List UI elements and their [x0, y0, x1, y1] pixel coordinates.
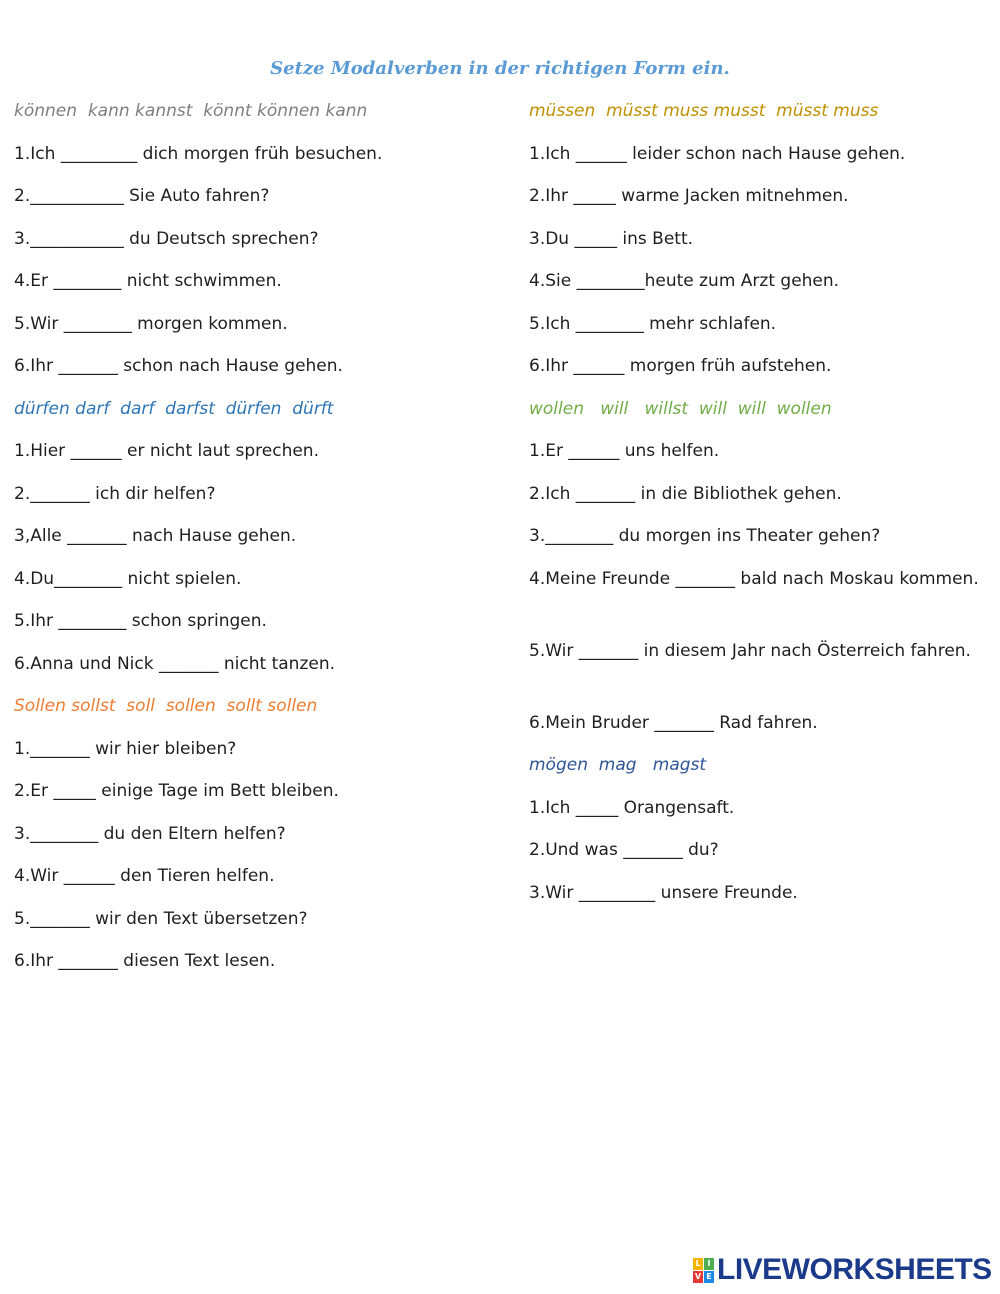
exercise-duerfen-2[interactable]: 2._______ ich dir helfen? [14, 483, 216, 504]
exercise-wollen-2[interactable]: 2.Ich _______ in die Bibliothek gehen. [529, 483, 842, 504]
left-column [14, 96, 504, 989]
word-bank-duerfen: dürfen darf darf darfst dürfen dürft [14, 398, 334, 419]
exercise-koennen-1[interactable]: 1.Ich _________ dich morgen früh besuchen. [14, 143, 383, 164]
exercise-muessen-5[interactable]: 5.Ich ________ mehr schlafen. [529, 313, 777, 334]
word-bank-muessen: müssen müsst muss musst müsst muss [529, 101, 879, 121]
liveworksheets-logo[interactable] [693, 1253, 992, 1287]
logo-tile-i: I [704, 1258, 714, 1270]
word-bank-koennen: können kann kannst könnt können kann [14, 101, 368, 121]
exercise-muessen-1[interactable]: 1.Ich ______ leider schon nach Hause gehen. [529, 143, 906, 164]
worksheet-title: Setze Modalverben in der richtigen Form ein. [270, 58, 730, 79]
word-bank-moegen: mögen mag magst [529, 755, 707, 775]
word-bank-wollen: wollen will willst will will wollen [529, 398, 832, 419]
exercise-duerfen-4[interactable]: 4.Du________ nicht spielen. [14, 568, 242, 589]
exercise-wollen-6[interactable]: 6.Mein Bruder _______ Rad fahren. [529, 712, 818, 733]
word-bank-sollen: Sollen sollst soll sollen sollt sollen [14, 696, 318, 716]
exercise-koennen-3[interactable]: 3.___________ du Deutsch sprechen? [14, 228, 319, 249]
logo-tile-l: L [693, 1258, 703, 1270]
exercise-koennen-2[interactable]: 2.___________ Sie Auto fahren? [14, 186, 270, 206]
exercise-moegen-3[interactable]: 3.Wir _________ unsere Freunde. [529, 882, 798, 903]
liveworksheets-logo-icon [693, 1258, 714, 1283]
exercise-sollen-3[interactable]: 3.________ du den Eltern helfen? [14, 823, 286, 844]
exercise-muessen-2[interactable]: 2.Ihr _____ warme Jacken mitnehmen. [529, 186, 849, 206]
exercise-duerfen-5[interactable]: 5.Ihr ________ schon springen. [14, 611, 267, 631]
exercise-muessen-4[interactable]: 4.Sie ________heute zum Arzt gehen. [529, 271, 840, 291]
exercise-koennen-6[interactable]: 6.Ihr _______ schon nach Hause gehen. [14, 356, 343, 376]
right-column [529, 96, 984, 920]
exercise-wollen-3[interactable]: 3.________ du morgen ins Theater gehen? [529, 526, 881, 546]
exercise-sollen-2[interactable]: 2.Er _____ einige Tage im Bett bleiben. [14, 781, 339, 801]
exercise-duerfen-6[interactable]: 6.Anna und Nick _______ nicht tanzen. [14, 653, 336, 674]
exercise-wollen-1[interactable]: 1.Er ______ uns helfen. [529, 441, 720, 461]
exercise-sollen-4[interactable]: 4.Wir ______ den Tieren helfen. [14, 866, 275, 886]
exercise-duerfen-3[interactable]: 3,Alle _______ nach Hause gehen. [14, 526, 297, 546]
logo-tile-e: E [704, 1271, 714, 1283]
exercise-sollen-1[interactable]: 1._______ wir hier bleiben? [14, 738, 237, 759]
exercise-moegen-2[interactable]: 2.Und was _______ du? [529, 840, 719, 860]
exercise-wollen-4[interactable]: 4.Meine Freunde _______ bald nach Moskau kommen. [529, 568, 979, 589]
exercise-wollen-5[interactable]: 5.Wir _______ in diesem Jahr nach Österreich fahren. [529, 640, 971, 661]
liveworksheets-logo-text: LIVEWORKSHEETS [717, 1253, 992, 1286]
exercise-duerfen-1[interactable]: 1.Hier ______ er nicht laut sprechen. [14, 441, 319, 461]
exercise-koennen-4[interactable]: 4.Er ________ nicht schwimmen. [14, 271, 282, 291]
exercise-muessen-3[interactable]: 3.Du _____ ins Bett. [529, 228, 694, 249]
exercise-koennen-5[interactable]: 5.Wir ________ morgen kommen. [14, 313, 288, 334]
logo-tile-v: V [694, 1271, 702, 1281]
exercise-sollen-5[interactable]: 5._______ wir den Text übersetzen? [14, 908, 308, 929]
exercise-sollen-6[interactable]: 6.Ihr _______ diesen Text lesen. [14, 951, 276, 971]
exercise-moegen-1[interactable]: 1.Ich _____ Orangensaft. [529, 797, 735, 818]
exercise-muessen-6[interactable]: 6.Ihr ______ morgen früh aufstehen. [529, 356, 832, 376]
